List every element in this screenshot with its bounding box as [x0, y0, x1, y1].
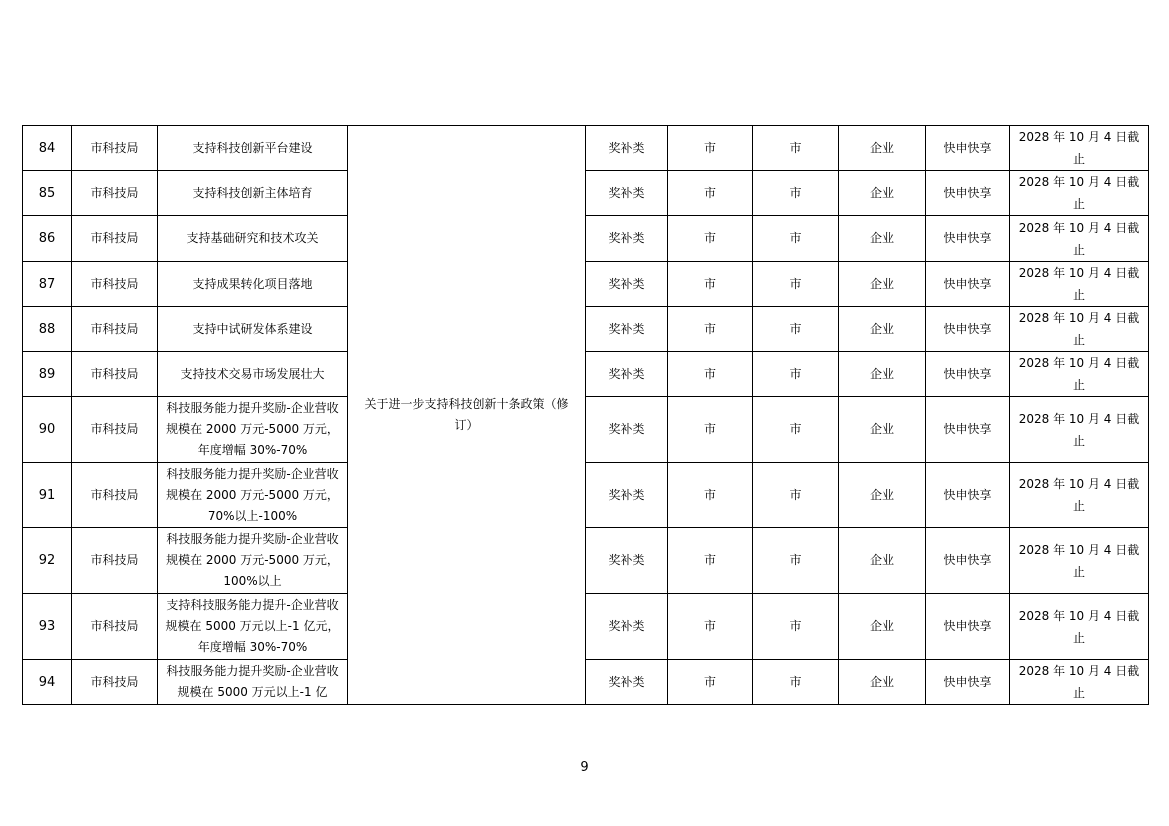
- support-item-cell: 支持中试研发体系建设: [158, 307, 348, 352]
- level-cell: 市: [753, 397, 839, 463]
- target-cell: 企业: [839, 216, 926, 262]
- mode-cell: 快申快享: [926, 528, 1010, 594]
- table-row: [23, 660, 1149, 705]
- row-number: 84: [23, 126, 72, 171]
- row-number: 86: [23, 216, 72, 262]
- category-cell: 奖补类: [586, 262, 668, 307]
- table-row: [23, 262, 1149, 307]
- category-cell: 奖补类: [586, 171, 668, 216]
- support-item-cell: 支持基础研究和技术攻关: [158, 216, 348, 262]
- department-cell: 市科技局: [72, 594, 158, 660]
- level-cell: 市: [668, 216, 753, 262]
- target-cell: 企业: [839, 126, 926, 171]
- row-number: 93: [23, 594, 72, 660]
- category-cell: 奖补类: [586, 463, 668, 528]
- support-item-cell: 科技服务能力提升奖励-企业营收规模在 5000 万元以上-1 亿: [158, 660, 348, 705]
- mode-cell: 快申快享: [926, 594, 1010, 660]
- row-number: 89: [23, 352, 72, 397]
- mode-cell: 快申快享: [926, 126, 1010, 171]
- support-item-cell: 支持科技服务能力提升-企业营收规模在 5000 万元以上-1 亿元，年度增幅 30%-70%: [158, 594, 348, 660]
- deadline-cell: 2028 年 10 月 4 日截止: [1010, 307, 1149, 352]
- support-item-cell: 科技服务能力提升奖励-企业营收规模在 2000 万元-5000 万元，年度增幅 30%-70%: [158, 397, 348, 463]
- deadline-cell: 2028 年 10 月 4 日截止: [1010, 463, 1149, 528]
- row-number: 92: [23, 528, 72, 594]
- table-row: [23, 352, 1149, 397]
- target-cell: 企业: [839, 660, 926, 705]
- category-cell: 奖补类: [586, 594, 668, 660]
- target-cell: 企业: [839, 352, 926, 397]
- target-cell: 企业: [839, 171, 926, 216]
- level-cell: 市: [668, 126, 753, 171]
- mode-cell: 快申快享: [926, 660, 1010, 705]
- level-cell: 市: [668, 594, 753, 660]
- department-cell: 市科技局: [72, 463, 158, 528]
- row-number: 94: [23, 660, 72, 705]
- category-cell: 奖补类: [586, 397, 668, 463]
- department-cell: 市科技局: [72, 352, 158, 397]
- table-row: [23, 307, 1149, 352]
- policy-name-cell: 关于进一步支持科技创新十条政策（修订）: [348, 126, 586, 705]
- support-item-cell: 科技服务能力提升奖励-企业营收规模在 2000 万元-5000 万元，70%以上-100%: [158, 463, 348, 528]
- level-cell: 市: [753, 216, 839, 262]
- mode-cell: 快申快享: [926, 216, 1010, 262]
- support-item-cell: 支持科技创新平台建设: [158, 126, 348, 171]
- target-cell: 企业: [839, 397, 926, 463]
- mode-cell: 快申快享: [926, 397, 1010, 463]
- deadline-cell: 2028 年 10 月 4 日截止: [1010, 352, 1149, 397]
- level-cell: 市: [668, 660, 753, 705]
- row-number: 90: [23, 397, 72, 463]
- category-cell: 奖补类: [586, 307, 668, 352]
- level-cell: 市: [753, 126, 839, 171]
- mode-cell: 快申快享: [926, 463, 1010, 528]
- level-cell: 市: [668, 262, 753, 307]
- target-cell: 企业: [839, 528, 926, 594]
- support-item-cell: 支持成果转化项目落地: [158, 262, 348, 307]
- mode-cell: 快申快享: [926, 262, 1010, 307]
- level-cell: 市: [668, 171, 753, 216]
- deadline-cell: 2028 年 10 月 4 日截止: [1010, 397, 1149, 463]
- level-cell: 市: [753, 528, 839, 594]
- table-row: [23, 397, 1149, 463]
- department-cell: 市科技局: [72, 528, 158, 594]
- level-cell: 市: [753, 262, 839, 307]
- deadline-cell: 2028 年 10 月 4 日截止: [1010, 216, 1149, 262]
- department-cell: 市科技局: [72, 171, 158, 216]
- level-cell: 市: [753, 171, 839, 216]
- row-number: 87: [23, 262, 72, 307]
- level-cell: 市: [753, 352, 839, 397]
- category-cell: 奖补类: [586, 528, 668, 594]
- level-cell: 市: [668, 528, 753, 594]
- level-cell: 市: [753, 307, 839, 352]
- level-cell: 市: [668, 463, 753, 528]
- deadline-cell: 2028 年 10 月 4 日截止: [1010, 594, 1149, 660]
- level-cell: 市: [668, 307, 753, 352]
- target-cell: 企业: [839, 307, 926, 352]
- department-cell: 市科技局: [72, 660, 158, 705]
- row-number: 91: [23, 463, 72, 528]
- category-cell: 奖补类: [586, 352, 668, 397]
- row-number: 85: [23, 171, 72, 216]
- deadline-cell: 2028 年 10 月 4 日截止: [1010, 660, 1149, 705]
- category-cell: 奖补类: [586, 126, 668, 171]
- category-cell: 奖补类: [586, 216, 668, 262]
- level-cell: 市: [753, 463, 839, 528]
- support-item-cell: 支持技术交易市场发展壮大: [158, 352, 348, 397]
- level-cell: 市: [668, 397, 753, 463]
- table-row: [23, 126, 1149, 171]
- deadline-cell: 2028 年 10 月 4 日截止: [1010, 171, 1149, 216]
- table-row: [23, 216, 1149, 262]
- department-cell: 市科技局: [72, 262, 158, 307]
- target-cell: 企业: [839, 463, 926, 528]
- department-cell: 市科技局: [72, 307, 158, 352]
- level-cell: 市: [753, 594, 839, 660]
- table-row: [23, 528, 1149, 594]
- support-item-cell: 支持科技创新主体培育: [158, 171, 348, 216]
- deadline-cell: 2028 年 10 月 4 日截止: [1010, 262, 1149, 307]
- deadline-cell: 2028 年 10 月 4 日截止: [1010, 528, 1149, 594]
- mode-cell: 快申快享: [926, 171, 1010, 216]
- department-cell: 市科技局: [72, 397, 158, 463]
- mode-cell: 快申快享: [926, 307, 1010, 352]
- row-number: 88: [23, 307, 72, 352]
- table-row: [23, 171, 1149, 216]
- table-row: [23, 463, 1149, 528]
- page-number: 9: [580, 760, 589, 775]
- level-cell: 市: [668, 352, 753, 397]
- target-cell: 企业: [839, 262, 926, 307]
- policy-table: [22, 125, 1149, 705]
- deadline-cell: 2028 年 10 月 4 日截止: [1010, 126, 1149, 171]
- category-cell: 奖补类: [586, 660, 668, 705]
- target-cell: 企业: [839, 594, 926, 660]
- support-item-cell: 科技服务能力提升奖励-企业营收规模在 2000 万元-5000 万元，100%以上: [158, 528, 348, 594]
- department-cell: 市科技局: [72, 216, 158, 262]
- department-cell: 市科技局: [72, 126, 158, 171]
- table-row: [23, 594, 1149, 660]
- level-cell: 市: [753, 660, 839, 705]
- mode-cell: 快申快享: [926, 352, 1010, 397]
